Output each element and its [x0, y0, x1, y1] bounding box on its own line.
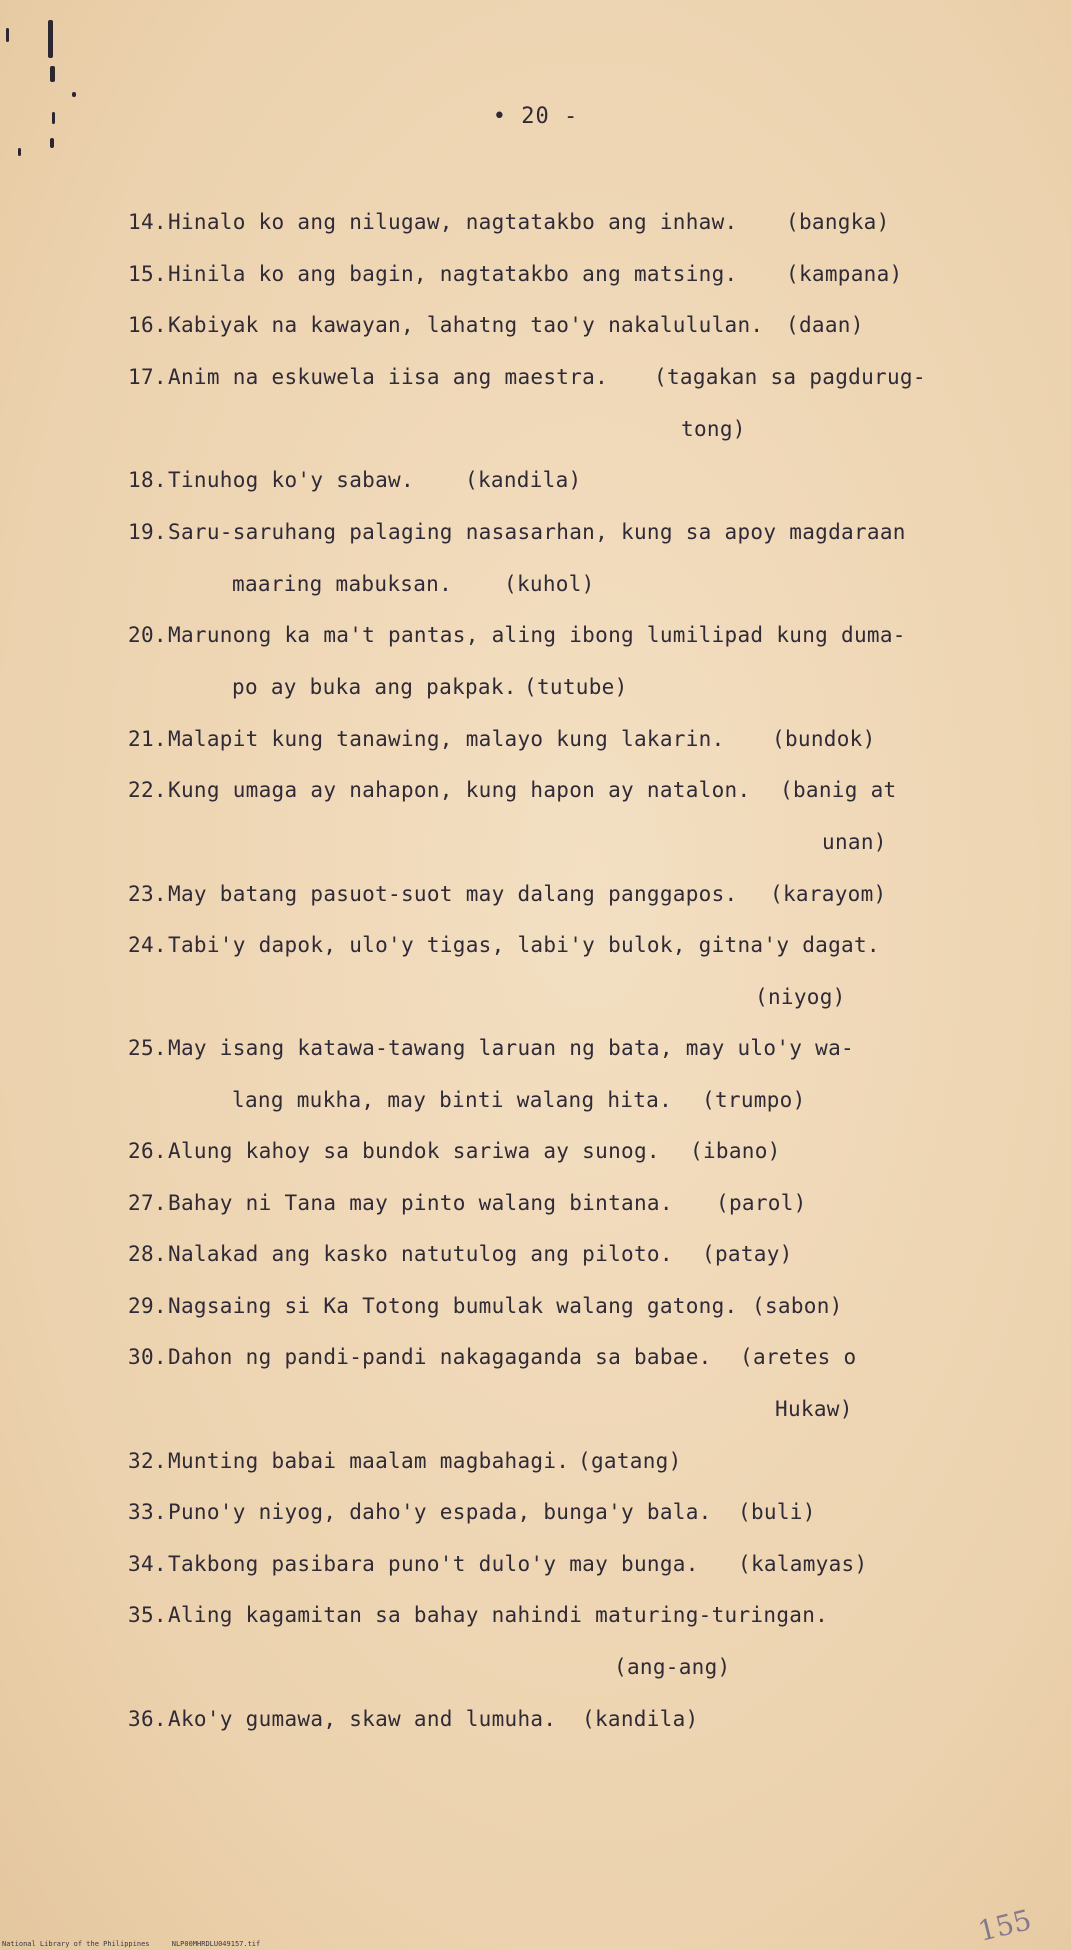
riddle-text-continued: lang mukha, may binti walang hita.	[232, 1088, 673, 1112]
riddle-answer: (niyog)	[755, 985, 846, 1009]
riddle-text: Munting babai maalam magbahagi.	[168, 1449, 570, 1473]
riddle-number: 35.	[128, 1603, 167, 1627]
riddle-answer: (banig at	[780, 778, 897, 802]
riddle-number: 22.	[128, 778, 167, 802]
riddle-text-continued: po ay buka ang pakpak.	[232, 675, 517, 699]
riddle-number: 30.	[128, 1345, 167, 1369]
library-credit: National Library of the Philippines	[2, 1940, 150, 1948]
riddle-number: 23.	[128, 882, 167, 906]
riddle-text: Tabi'y dapok, ulo'y tigas, labi'y bulok, gitna'y dagat.	[168, 933, 880, 957]
riddle-number: 15.	[128, 262, 167, 286]
riddle-number: 16.	[128, 313, 167, 337]
riddle-answer: (kuhol)	[504, 572, 595, 596]
riddle-number: 17.	[128, 365, 167, 389]
riddle-answer: (bangka)	[786, 210, 890, 234]
riddle-text: Ako'y gumawa, skaw and lumuha.	[168, 1707, 557, 1731]
riddle-number: 18.	[128, 468, 167, 492]
riddle-number: 21.	[128, 727, 167, 751]
riddle-answer: (daan)	[786, 313, 864, 337]
riddle-text: Hinila ko ang bagin, nagtatakbo ang matsing.	[168, 262, 738, 286]
page-stamp: 155	[974, 1903, 1035, 1948]
riddle-answer: (kalamyas)	[738, 1552, 868, 1576]
riddle-answer: (ang-ang)	[614, 1655, 731, 1679]
riddle-text: Kabiyak na kawayan, lahatng tao'y nakalululan.	[168, 313, 764, 337]
riddle-text: Takbong pasibara puno't dulo'y may bunga.	[168, 1552, 699, 1576]
riddle-text: Aling kagamitan sa bahay nahindi maturing-turingan.	[168, 1603, 829, 1627]
riddle-number: 34.	[128, 1552, 167, 1576]
margin-mark	[50, 66, 55, 82]
margin-mark	[6, 28, 9, 42]
riddle-text: Nalakad ang kasko natutulog ang piloto.	[168, 1242, 673, 1266]
riddle-number: 20.	[128, 623, 167, 647]
riddle-number: 26.	[128, 1139, 167, 1163]
riddle-answer: (parol)	[716, 1191, 807, 1215]
riddle-number: 24.	[128, 933, 167, 957]
riddle-answer: (patay)	[702, 1242, 793, 1266]
riddle-text: Puno'y niyog, daho'y espada, bunga'y bala.	[168, 1500, 712, 1524]
riddle-number: 27.	[128, 1191, 167, 1215]
riddle-text: Bahay ni Tana may pinto walang bintana.	[168, 1191, 673, 1215]
margin-mark	[50, 138, 54, 148]
riddle-number: 29.	[128, 1294, 167, 1318]
riddle-text: Kung umaga ay nahapon, kung hapon ay natalon.	[168, 778, 751, 802]
riddle-answer: (buli)	[738, 1500, 816, 1524]
margin-mark	[72, 92, 76, 97]
margin-mark	[18, 148, 21, 156]
riddle-text: Nagsaing si Ka Totong bumulak walang gatong.	[168, 1294, 738, 1318]
riddle-answer-continued: unan)	[822, 830, 887, 854]
riddle-answer: (aretes o	[740, 1345, 857, 1369]
riddle-answer: (kandila)	[465, 468, 582, 492]
riddle-text: Anim na eskuwela iisa ang maestra.	[168, 365, 609, 389]
riddle-text: Dahon ng pandi-pandi nakagaganda sa babae.	[168, 1345, 712, 1369]
riddle-answer: (gatang)	[578, 1449, 682, 1473]
riddle-number: 28.	[128, 1242, 167, 1266]
riddle-number: 19.	[128, 520, 167, 544]
riddle-number: 25.	[128, 1036, 167, 1060]
riddle-answer: (ibano)	[690, 1139, 781, 1163]
riddle-answer-continued: tong)	[681, 417, 746, 441]
file-id: NLP00MHRDLU049157.tif	[171, 1940, 261, 1948]
riddle-text: Marunong ka ma't pantas, aling ibong lumilipad kung duma-	[168, 623, 906, 647]
riddle-text: Saru-saruhang palaging nasasarhan, kung sa apoy magdaraan	[168, 520, 906, 544]
riddle-text: Malapit kung tanawing, malayo kung lakarin.	[168, 727, 725, 751]
riddle-number: 36.	[128, 1707, 167, 1731]
riddle-answer: (bundok)	[772, 727, 876, 751]
riddle-answer: (tutube)	[524, 675, 628, 699]
riddle-text: May isang katawa-tawang laruan ng bata, may ulo'y wa-	[168, 1036, 854, 1060]
riddle-text: Hinalo ko ang nilugaw, nagtatakbo ang inhaw.	[168, 210, 738, 234]
riddle-text: May batang pasuot-suot may dalang panggapos.	[168, 882, 738, 906]
riddle-text: Alung kahoy sa bundok sariwa ay sunog.	[168, 1139, 660, 1163]
riddle-number: 14.	[128, 210, 167, 234]
scan-footer	[2, 1940, 260, 1948]
riddle-answer: (kandila)	[582, 1707, 699, 1731]
riddle-answer: (sabon)	[752, 1294, 843, 1318]
riddle-answer-continued: Hukaw)	[775, 1397, 853, 1421]
margin-mark	[48, 20, 53, 58]
riddle-text-continued: maaring mabuksan.	[232, 572, 453, 596]
riddle-answer: (tagakan sa pagdurug-	[654, 365, 926, 389]
riddle-number: 32.	[128, 1449, 167, 1473]
riddle-answer: (karayom)	[770, 882, 887, 906]
page-number: • 20 -	[492, 104, 579, 129]
riddle-number: 33.	[128, 1500, 167, 1524]
riddle-answer: (trumpo)	[702, 1088, 806, 1112]
riddle-text: Tinuhog ko'y sabaw.	[168, 468, 414, 492]
riddle-answer: (kampana)	[786, 262, 903, 286]
